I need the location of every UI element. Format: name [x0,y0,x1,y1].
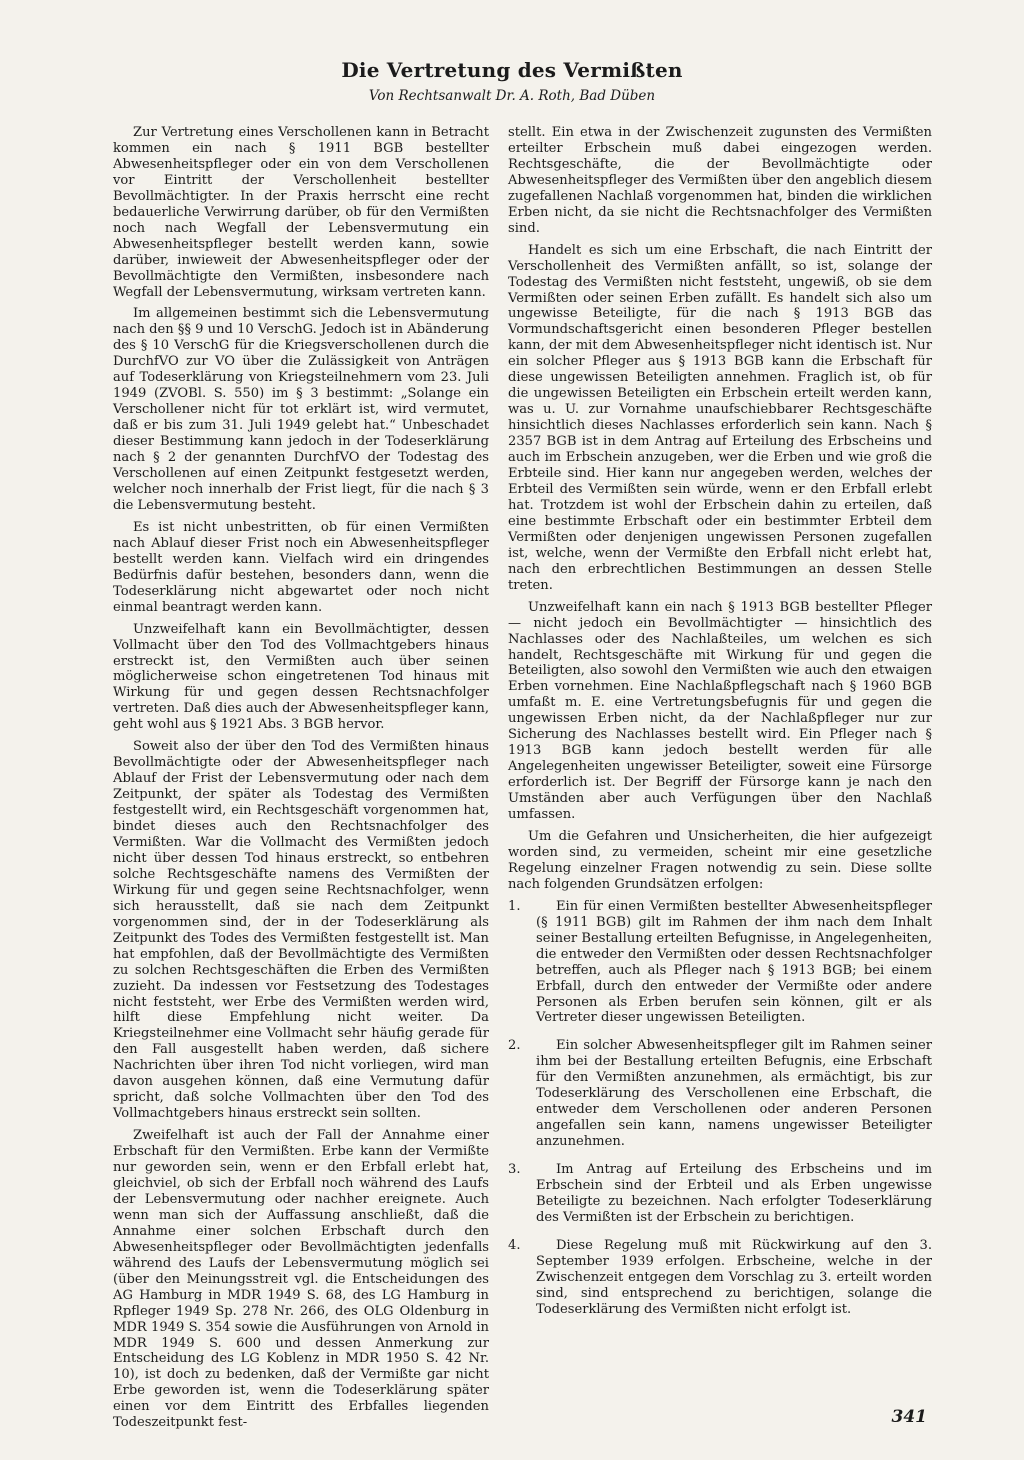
list-item [508,899,932,1033]
paragraph: Um die Gefahren und Unsicherheiten, die hier aufgezeigt worden sind, zu vermeiden, scheint mir eine gesetzliche Regelung einzelner Fragen notwendig zu sein. Diese sollte nach folgenden Grundsätzen erfolgen: [508,828,932,892]
right-column [508,125,932,1330]
list-item-text: Im Antrag auf Erteilung des Erbscheins und im Erbschein sind der Erbteil und als Erben ungewisse Beteiligte zu bezeichnen. Nach erfolgter Todeserklärung des Vermißten ist der Erbschein zu berichtigen. [536,1162,932,1225]
list-item-text: Ein solcher Abwesenheitspfleger gilt im Rahmen seiner ihm bei der Bestallung erteilten Befugnis, eine Erbschaft für den Vermißten anzunehmen, als ermächtigt, bis zur Todeserklärung des Verschollenen eine Erbschaft, die entweder dem Verschollenen oder anderen Personen angefallen sein kann, namens ungewisser Beteiligter anzunehmen. [536,1038,932,1150]
page-number: 341 [891,1407,927,1427]
paragraph-continuation: stellt. Ein etwa in der Zwischenzeit zugunsten des Vermißten erteilter Erbschein muß dabei eingezogen werden. Rechtsgeschäfte, die der Bevollmächtigte oder Abwesenheitspfleger des Vermißten über den angeblich diesem zugefallenen Nachlaß vorgenommen hat, binden die wirklichen Erben nicht, da sie nicht die Rechtsnachfolger des Vermißten sind. [508,125,932,236]
left-column [113,125,489,1437]
list-item [508,1038,932,1156]
list-item [508,1238,932,1324]
list-item [508,1162,932,1232]
paragraph: Handelt es sich um eine Erbschaft, die nach Eintritt der Verschollenheit des Vermißten anfällt, so ist, solange der Todestag des Vermißten nicht feststeht, ungewiß, ob sie dem Vermißten oder seinen Erben zufällt. Es handelt sich also um ungewisse Beteiligte, für die nach § 1913 BGB das Vormundschaftsgericht einen besonderen Pfleger bestellen kann, der mit dem Abwesenheitspfleger nicht identisch ist. Nur ein solcher Pfleger aus § 1913 BGB kann die Erbschaft für diese ungewissen Beteiligten annehmen. Fraglich ist, ob für die ungewissen Beteiligten ein Erbschein erteilt werden kann, was u. U. zur Vornahme unaufschiebbarer Rechtsgeschäfte hinsichtlich dieses Nachlasses erforderlich sein kann. Nach § 2357 BGB ist in dem Antrag auf Erteilung des Erbscheins und auch im Erbschein anzugeben, wer die Erben und wie groß die Erbteile sind. Hier kann nur angegeben werden, welches der Erbteil des Vermißten sein würde, wenn er den Erbfall erlebt hat. Trotzdem ist wohl der Erbschein dahin zu erteilen, daß eine bestimmte Erbschaft oder ein bestimmter Erbteil dem Vermißten oder denjenigen ungewissen Personen zugefallen ist, welche, wenn der Vermißte den Erbfall nicht erlebt hat, nach den erbrechtlichen Bestimmungen an dessen Stelle treten. [508,242,932,593]
paragraph: Soweit also der über den Tod des Vermißten hinaus Bevollmächtigte oder der Abwesenheitspfleger nach Ablauf der Frist der Lebensvermutung oder nach dem Zeitpunkt, der später als Todestag des Vermißten festgestellt wird, ein Rechtsgeschäft vorgenommen hat, bindet dieses auch den Rechtsnachfolger des Vermißten. War die Vollmacht des Vermißten jedoch nicht über dessen Tod hinaus erstreckt, so entbehren solche Rechtsgeschäfte namens des Vermißten der Wirkung für und gegen seine Rechtsnachfolger, wenn sich herausstellt, daß sie nach dem Zeitpunkt vorgenommen sind, der in der Todeserklärung als Zeitpunkt des Todes des Vermißten festgestellt ist. Man hat empfohlen, daß der Bevollmächtigte des Vermißten zu solchen Rechtsgeschäften die Erben des Vermißten zuzieht. Da indessen vor Festsetzung des Todestages nicht feststeht, wer Erbe des Vermißten werden wird, hilft diese Empfehlung nicht weiter. Da Kriegsteilnehmer eine Vollmacht sehr häufig gerade für den Fall ausgestellt haben werden, daß sichere Nachrichten über ihren Tod nicht vorliegen, wird man davon ausgehen können, daß eine Vermutung dafür spricht, daß solche Vollmachten über den Tod des Vollmachtgebers hinaus erstreckt sein sollten. [113,739,489,1122]
list-item-number: 2. [508,1038,521,1054]
article-byline: Von Rechtsanwalt Dr. A. Roth, Bad Düben [368,88,656,104]
article-title: Die Vertretung des Vermißten [341,58,683,82]
list-item-text: Ein für einen Vermißten bestellter Abwesenheitspfleger (§ 1911 BGB) gilt im Rahmen der ihm nach dem Inhalt seiner Bestallung erteilten Befugnisse, in Angelegenheiten, die entweder den Vermißten oder dessen Rechtsnachfolger betreffen, auch als Pfleger nach § 1913 BGB; bei einem Erbfall, durch den entweder der Vermißte oder andere Personen als Erben berufen sein können, gilt er als Vertreter dieser ungewissen Beteiligten. [536,898,932,1026]
list-item-number: 4. [508,1237,521,1253]
paragraph: Zweifelhaft ist auch der Fall der Annahme einer Erbschaft für den Vermißten. Erbe kann der Vermißte nur geworden sein, wenn er den Erbfall erlebt hat, gleichviel, ob sich der Erbfall noch während des Laufs der Lebensvermutung oder nachher ereignete. Auch wenn man sich der Auffassung anschließt, daß die Annahme einer solchen Erbschaft durch den Abwesenheitspfleger oder Bevollmächtigten jedenfalls während des Laufs der Lebensvermutung möglich sei (über den Meinungsstreit vgl. die Entscheidungen des AG Hamburg in MDR 1949 S. 68, des LG Hamburg in Rpfleger 1949 Sp. 278 Nr. 266, des OLG Oldenburg in MDR 1949 S. 354 sowie die Ausführungen von Arnold in MDR 1949 S. 600 und dessen Anmerkung zur Entscheidung des LG Koblenz in MDR 1950 S. 42 Nr. 10), ist doch zu bedenken, daß der Vermißte gar nicht Erbe geworden ist, wenn die Todeserklärung später einen vor dem Eintritt des Erbfalles liegenden Todeszeitpunkt fest- [113,1128,489,1431]
list-item-number: 1. [508,898,521,914]
list-item-number: 3. [508,1162,521,1178]
paragraph: Unzweifelhaft kann ein Bevollmächtigter, dessen Vollmacht über den Tod des Vollmachtgebers hinaus erstreckt ist, den Vermißten auch über seinen möglicherweise schon eingetretenen Tod hinaus mit Wirkung für und gegen dessen Rechtsnachfolger vertreten. Daß dies auch der Abwesenheitspfleger kann, geht wohl aus § 1921 Abs. 3 BGB hervor. [113,621,489,733]
paragraph: Im allgemeinen bestimmt sich die Lebensvermutung nach den §§ 9 und 10 VerschG. Jedoch ist in Abänderung des § 10 VerschG für die Kriegsverschollenen durch die DurchfVO zur VO über die Zulässigkeit von Anträgen auf Todeserklärung von Kriegsteilnehmern vom 23. Juli 1949 (ZVOBl. S. 550) im § 3 bestimmt: „Solange ein Verschollener nicht für tot erklärt ist, wird vermutet, daß er bis zum 31. Juli 1949 gelebt hat.“ Unbeschadet dieser Bestimmung kann jedoch in der Todeserklärung nach § 2 der genannten DurchfVO der Todestag des Verschollenen auf einen Zeitpunkt festgesetzt werden, welcher noch innerhalb der Frist liegt, für die nach § 3 die Lebensvermutung besteht. [113,306,489,513]
paragraph: Unzweifelhaft kann ein nach § 1913 BGB bestellter Pfleger — nicht jedoch ein Bevollmächtigter — hinsichtlich des Nachlasses oder des Nachlaßteiles, um welchen es sich handelt, Rechtsgeschäfte mit Wirkung für und gegen die Beteiligten, also sowohl den Vermißten wie auch den etwaigen Erben vornehmen. Eine Nachlaßpflegschaft nach § 1960 BGB umfaßt m. E. eine Vertretungsbefugnis für und gegen die ungewissen Erben nicht, da der Nachlaßpfleger nur zur Sicherung des Nachlasses bestellt wird. Ein Pfleger nach § 1913 BGB kann jedoch bestellt werden für alle Angelegenheiten ungewisser Beteiligter, soweit eine Fürsorge erforderlich ist. Der Begriff der Fürsorge kann je nach den Umständen aber auch Verfügungen über den Nachlaß umfassen. [508,599,932,823]
list-item-text: Diese Regelung muß mit Rückwirkung auf den 3. September 1939 erfolgen. Erbscheine, welche in der Zwischenzeit entgegen dem Vorschlag zu 3. erteilt worden sind, sind entsprechend zu berichtigen, solange die Todeserklärung des Vermißten nicht erfolgt ist. [536,1237,932,1317]
paragraph: Zur Vertretung eines Verschollenen kann in Betracht kommen ein nach § 1911 BGB bestellter Abwesenheitspfleger oder ein von dem Verschollenen vor Eintritt der Verschollenheit bestellter Bevollmächtigter. In der Praxis herrscht eine recht bedauerliche Verwirrung darüber, ob für den Vermißten noch nach Wegfall der Lebensvermutung ein Abwesenheitspfleger bestellt werden kann, sowie darüber, inwieweit der Abwesenheitspfleger oder der Bevollmächtigte den Vermißten, insbesondere nach Wegfall der Lebensvermutung, wirksam vertreten kann. [113,125,489,300]
paragraph: Es ist nicht unbestritten, ob für einen Vermißten nach Ablauf dieser Frist noch ein Abwesenheitspfleger bestellt werden kann. Vielfach wird ein dringendes Bedürfnis dafür bestehen, besonders dann, wenn die Todeserklärung nicht abgewartet oder noch nicht einmal beantragt werden kann. [113,519,489,615]
